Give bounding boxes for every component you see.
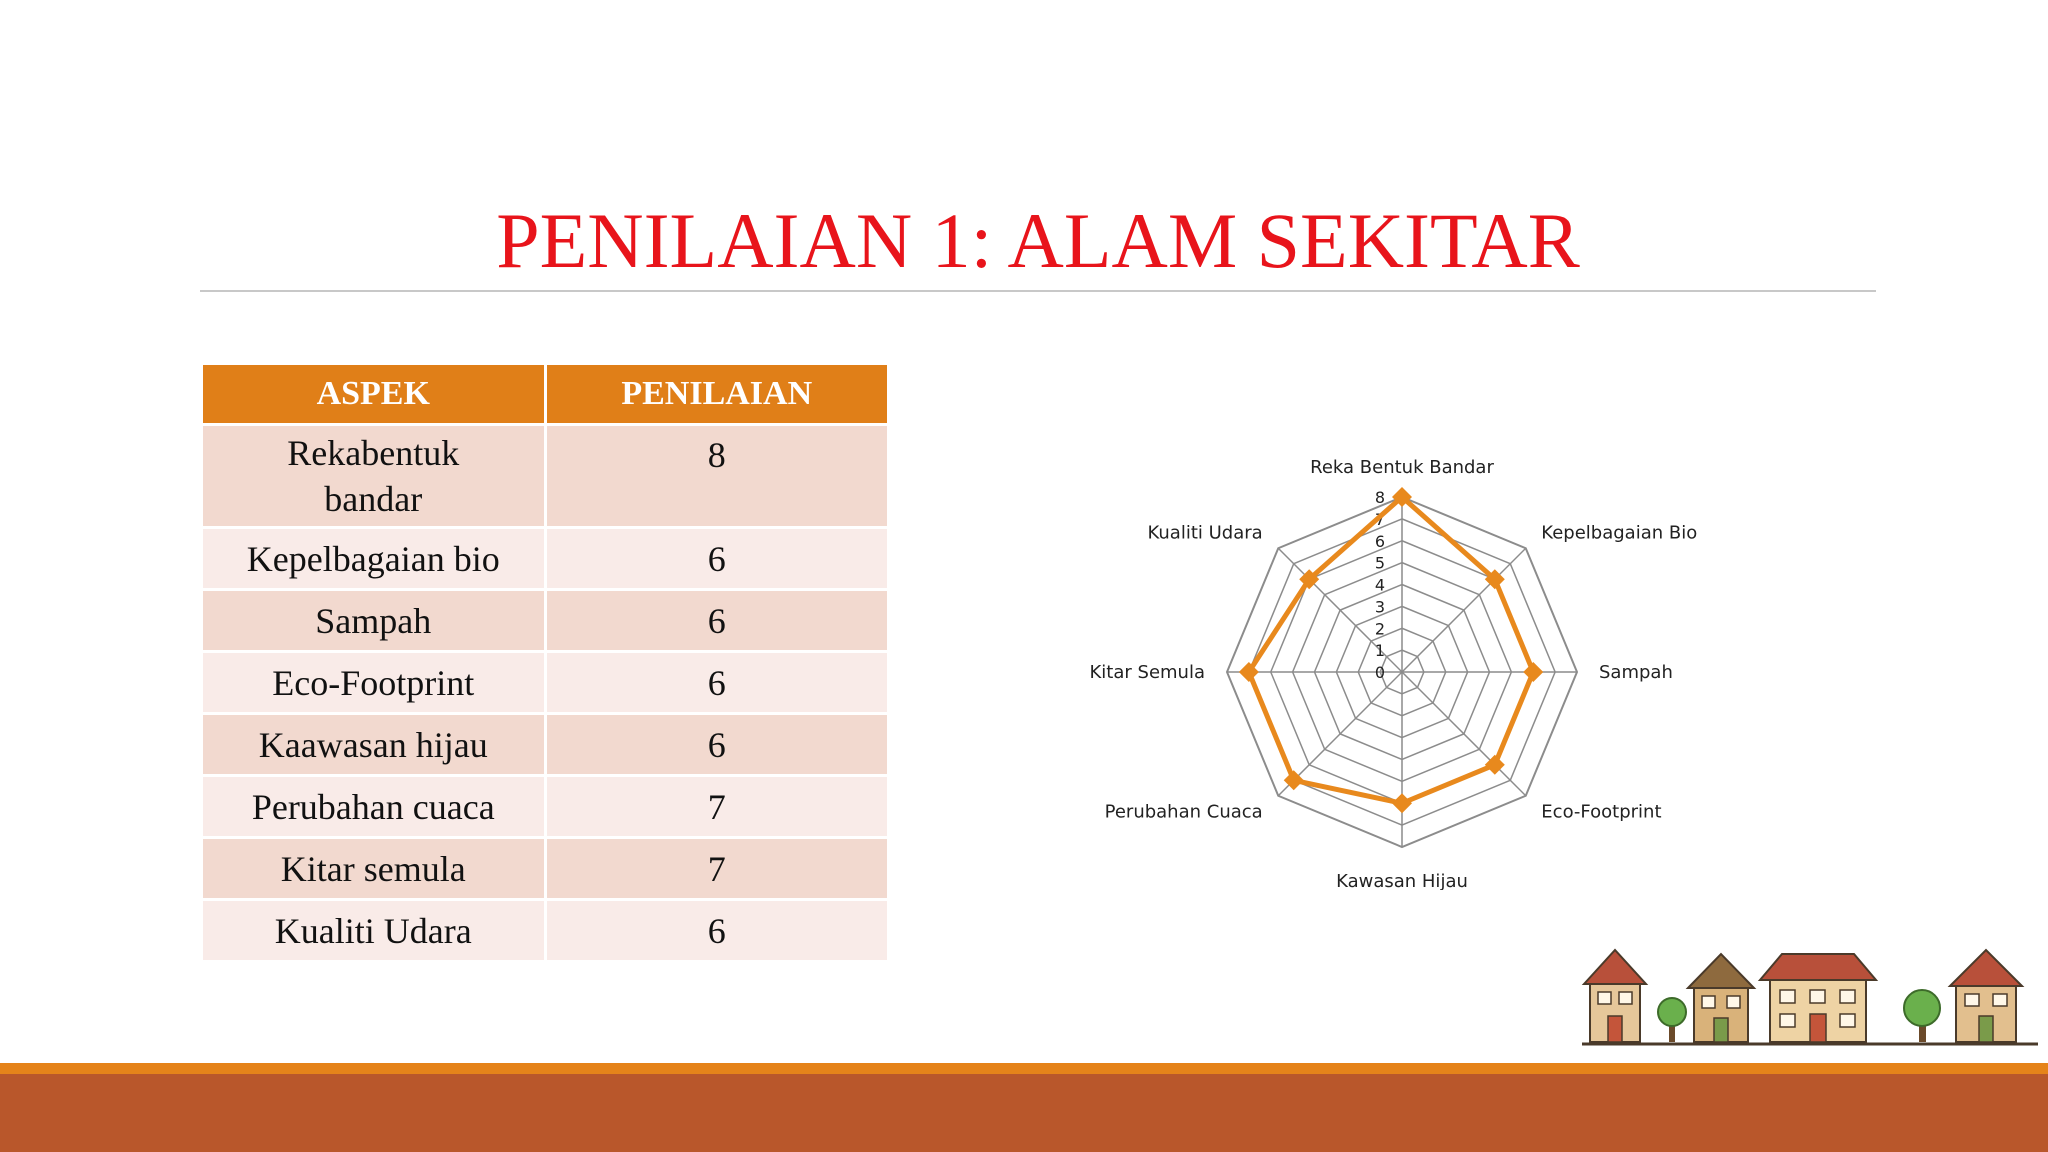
- radar-category-label: Kitar Semula: [1090, 662, 1205, 683]
- aspek-cell: Sampah: [203, 591, 544, 650]
- radar-tick-label: 4: [1374, 575, 1386, 595]
- radar-data-point: [1392, 793, 1412, 813]
- radar-tick-label: 3: [1374, 597, 1386, 617]
- radar-tick-label: 1: [1374, 641, 1386, 661]
- penilaian-cell: 8: [547, 426, 888, 526]
- aspek-cell: Perubahan cuaca: [203, 777, 544, 836]
- radar-category-label: Reka Bentuk Bandar: [1310, 457, 1494, 478]
- aspek-cell: Kepelbagaian bio: [203, 529, 544, 588]
- radar-chart: [1090, 450, 1710, 890]
- header-aspek: ASPEK: [203, 365, 544, 423]
- table-row: [203, 715, 887, 774]
- radar-tick-label: 2: [1374, 619, 1386, 639]
- table-row: [203, 839, 887, 898]
- table-row: [203, 591, 887, 650]
- aspek-cell: Rekabentuk bandar: [203, 426, 544, 526]
- radar-category-label: Perubahan Cuaca: [1104, 801, 1263, 823]
- radar-tick-label: 0: [1374, 663, 1386, 682]
- footer-bar: [0, 1074, 2048, 1152]
- penilaian-cell: 6: [547, 715, 888, 774]
- aspek-cell: Kitar semula: [203, 839, 544, 898]
- footer-accent-line: [0, 1063, 2048, 1074]
- penilaian-cell: 7: [547, 777, 888, 836]
- radar-tick-label: 7: [1374, 509, 1386, 529]
- table-row: [203, 426, 887, 526]
- penilaian-cell: 6: [547, 529, 888, 588]
- radar-category-label: Kawasan Hijau: [1336, 871, 1468, 890]
- penilaian-cell: 7: [547, 839, 888, 898]
- houses-illustration: [1570, 940, 2040, 1052]
- radar-category-label: Kualiti Udara: [1147, 522, 1263, 544]
- radar-tick-label: 5: [1374, 553, 1386, 573]
- radar-tick-label: 6: [1374, 531, 1386, 551]
- penilaian-cell: 6: [547, 653, 888, 712]
- radar-category-label: Sampah: [1599, 662, 1673, 683]
- radar-category-label: Eco-Footprint: [1541, 801, 1662, 823]
- table-row: [203, 901, 887, 960]
- table-row: [203, 529, 887, 588]
- radar-data-point: [1523, 662, 1543, 682]
- title-divider: [200, 290, 1876, 292]
- aspek-cell: Kaawasan hijau: [203, 715, 544, 774]
- penilaian-cell: 6: [547, 901, 888, 960]
- radar-tick-label: 8: [1374, 488, 1386, 507]
- slide-title: PENILAIAN 1: ALAM SEKITAR: [496, 197, 1580, 284]
- aspek-cell: Kualiti Udara: [203, 901, 544, 960]
- table-header-row: [203, 365, 887, 423]
- penilaian-cell: 6: [547, 591, 888, 650]
- assessment-table: [200, 362, 890, 963]
- table-row: [203, 777, 887, 836]
- aspek-cell: Eco-Footprint: [203, 653, 544, 712]
- table-row: [203, 653, 887, 712]
- header-penilaian: PENILAIAN: [547, 365, 888, 423]
- radar-category-label: Kepelbagaian Bio: [1541, 522, 1698, 544]
